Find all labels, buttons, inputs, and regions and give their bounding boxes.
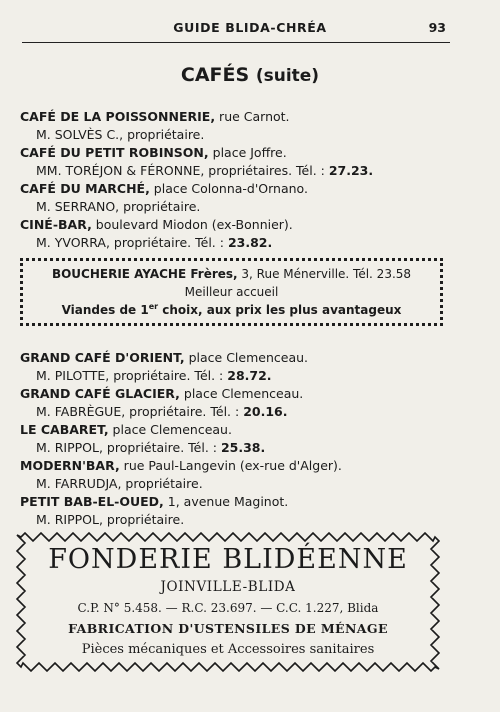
cafe-tel: 20.16. [243, 404, 288, 419]
cafe-tel: 25.38. [220, 440, 266, 455]
header-rule [22, 42, 450, 43]
cafe-tel: 28.72. [227, 368, 272, 383]
section-title [0, 64, 500, 86]
boucherie-address: 3, Rue Ménerville. Tél. 23.58 [237, 267, 412, 281]
cafe-name: GRAND CAFÉ D'ORIENT, [20, 350, 185, 365]
cafe-address: place Clemenceau. [184, 350, 309, 365]
cafe-name: GRAND CAFÉ GLACIER, [20, 386, 180, 401]
cafe-owner: M. RIPPOL, propriétaire. [36, 512, 185, 527]
cafe-address: place Colonna-d'Ornano. [149, 181, 308, 196]
boucherie-slogan: Viandes de 1er choix, aux prix les plus avantageux [61, 302, 402, 317]
cafe-entry [20, 180, 460, 216]
cafe-address: rue Paul-Langevin (ex-rue d'Alger). [119, 458, 342, 473]
page-number: 93 [428, 20, 446, 35]
cafe-owner: M. YVORRA, propriétaire. Tél. : [36, 235, 228, 250]
cafe-name: CAFÉ DE LA POISSONNERIE, [20, 109, 216, 124]
boucherie-ad [20, 258, 443, 326]
cafe-address: place Clemenceau. [108, 422, 232, 437]
fonderie-pieces: Pièces mécaniques et Accessoires sanitaires [81, 642, 375, 657]
cafe-entry [20, 144, 460, 180]
cafe-entry [20, 216, 460, 252]
cafe-name: CAFÉ DU MARCHÉ, [20, 181, 150, 196]
cafe-address: boulevard Miodon (ex-Bonnier). [91, 217, 293, 232]
cafe-name: PETIT BAB-EL-OUED, [20, 494, 164, 509]
cafe-tel: 27.23. [328, 163, 374, 178]
cafe-entry [20, 421, 460, 457]
cafe-owner: M. FABRÈGUE, propriétaire. Tél. : [36, 404, 244, 419]
cafe-owner: M. PILOTTE, propriétaire. Tél. : [36, 368, 228, 383]
fonderie-ad [16, 532, 440, 672]
cafe-entry [20, 349, 460, 385]
boucherie-name: BOUCHERIE AYACHE Frères, [51, 267, 238, 281]
cafe-owner: M. RIPPOL, propriétaire. Tél. : [36, 440, 221, 455]
fonderie-fabrication: FABRICATION D'USTENSILES DE MÉNAGE [68, 621, 388, 636]
boucherie-tagline: Meilleur accueil [184, 285, 279, 299]
cafe-owner: M. FARRUDJA, propriétaire. [36, 476, 203, 491]
cafe-name: LE CABARET, [20, 422, 109, 437]
section-title-suite: (suite) [255, 66, 320, 86]
cafe-tel: 23.82. [227, 235, 273, 250]
fonderie-title: FONDERIE BLIDÉENNE [48, 544, 408, 575]
running-header-title: GUIDE BLIDA-CHRÉA [173, 20, 327, 35]
cafe-entry [20, 457, 460, 493]
fonderie-city: JOINVILLE-BLIDA [160, 579, 296, 595]
cafe-listing-group-1 [20, 108, 460, 252]
cafe-name: CAFÉ DU PETIT ROBINSON, [20, 145, 209, 160]
cafe-listing-group-2 [20, 349, 460, 529]
cafe-name: MODERN'BAR, [20, 458, 120, 473]
cafe-owner: M. SERRANO, propriétaire. [36, 199, 201, 214]
cafe-name: CINÉ-BAR, [20, 217, 92, 232]
cafe-address: rue Carnot. [215, 109, 290, 124]
cafe-owner: MM. TORÉJON & FÉRONNE, propriétaires. Tél. : [36, 163, 329, 178]
cafe-entry [20, 108, 460, 144]
section-title-main: CAFÉS [180, 64, 250, 86]
cafe-address: place Joffre. [208, 145, 287, 160]
cafe-owner: M. SOLVÈS C., propriétaire. [36, 127, 205, 142]
fonderie-registration-info: C.P. N° 5.458. — R.C. 23.697. — C.C. 1.227, Blida [77, 601, 379, 615]
cafe-address: place Clemenceau. [179, 386, 304, 401]
cafe-entry [20, 385, 460, 421]
cafe-address: 1, avenue Maginot. [163, 494, 289, 509]
cafe-entry [20, 493, 460, 529]
